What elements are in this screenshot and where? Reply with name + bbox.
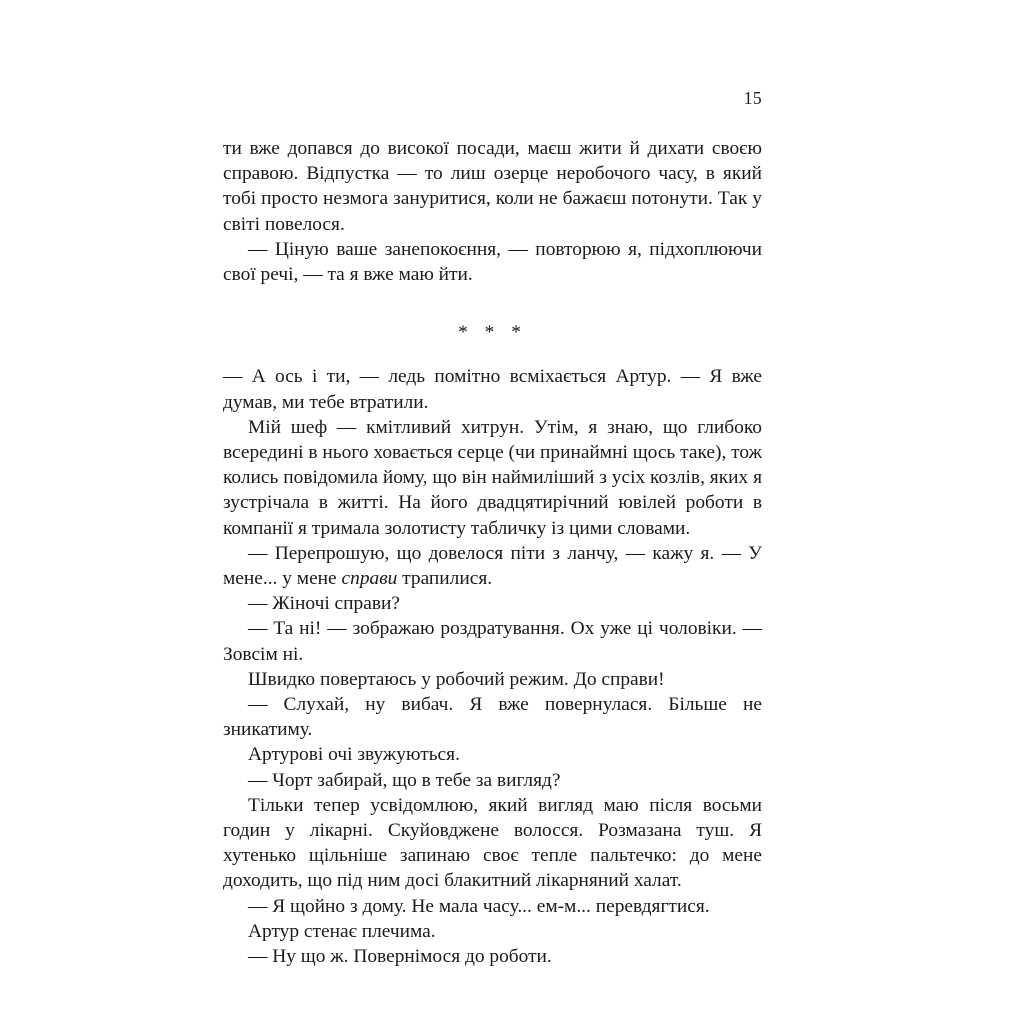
- paragraph-narration: Мій шеф — кмітливий хитрун. Утім, я знаю, що глибоко всередині в нього ховається серце (чи принаймні щось таке), тож колись повідомила йому, що він наймиліший з усіх козлів, яких я зустрічала в житті. На його двадцятирічний ювілей роботи в компанії я тримала золотисту табличку із цими словами.: [223, 416, 762, 539]
- paragraph-dialogue: — Чорт забирай, що в тебе за вигляд?: [248, 769, 561, 791]
- page-number: 15: [743, 88, 762, 108]
- paragraph-dialogue: — Слухай, ну вибач. Я вже повернулася. Більше не зникатиму.: [223, 694, 762, 741]
- paragraph-narration: Тільки тепер усвідомлюю, який вигляд маю після восьми годин у лікарні. Скуйовджене волосся. Розмазана туш. Я хутенько щільніше запинаю своє тепле пальтечко: до мене доходить, що під ним досі блакитний лікарняний халат.: [223, 794, 762, 892]
- paragraph-continuation: ти вже допався до високої посади, маєш жити й дихати своєю справою. Відпустка — то лиш озерце неробочого часу, в який тобі просто незмога зануритися, коли не бажаєш потонути. Так у світі повелося.: [223, 138, 762, 235]
- paragraph-narration: Артурові очі звужуються.: [248, 744, 460, 766]
- body-text-block: [223, 136, 762, 969]
- paragraph-dialogue: — Я щойно з дому. Не мала часу... ем-м... перевдягтися.: [248, 895, 710, 917]
- paragraph-dialogue: — Та ні! — зображаю роздратування. Ох уже ці чоловіки. — Зовсім ні.: [223, 618, 762, 665]
- dialogue-text-after-italic: трапилися.: [397, 568, 493, 590]
- scene-break-spacer-bottom: [223, 345, 762, 364]
- paragraph-dialogue-italic: [223, 541, 762, 591]
- paragraph-dialogue: — А ось і ти, — ледь помітно всміхається Артур. — Я вже думав, ми тебе втратили.: [223, 366, 762, 413]
- paragraph-narration: Артур стенає плечима.: [248, 920, 436, 942]
- scene-break-spacer-top: [223, 287, 762, 320]
- paragraph-dialogue: — Ціную ваше занепокоєння, — повторюю я, підхоплюючи свої речі, — та я вже маю йти.: [223, 238, 762, 286]
- paragraph-narration: Швидко повертаюсь у робочий режим. До справи!: [248, 668, 665, 690]
- emphasis-word: справи: [341, 568, 398, 590]
- paragraph-dialogue: — Жіночі справи?: [248, 593, 400, 615]
- scene-break-asterisks: * * *: [458, 322, 527, 344]
- paragraph-dialogue: — Ну що ж. Повернімося до роботи.: [248, 946, 552, 968]
- dialogue-text-before-italic: — Перепрошую, що довелося піти з ланчу, — кажу я. — У мене... у мене: [223, 542, 762, 590]
